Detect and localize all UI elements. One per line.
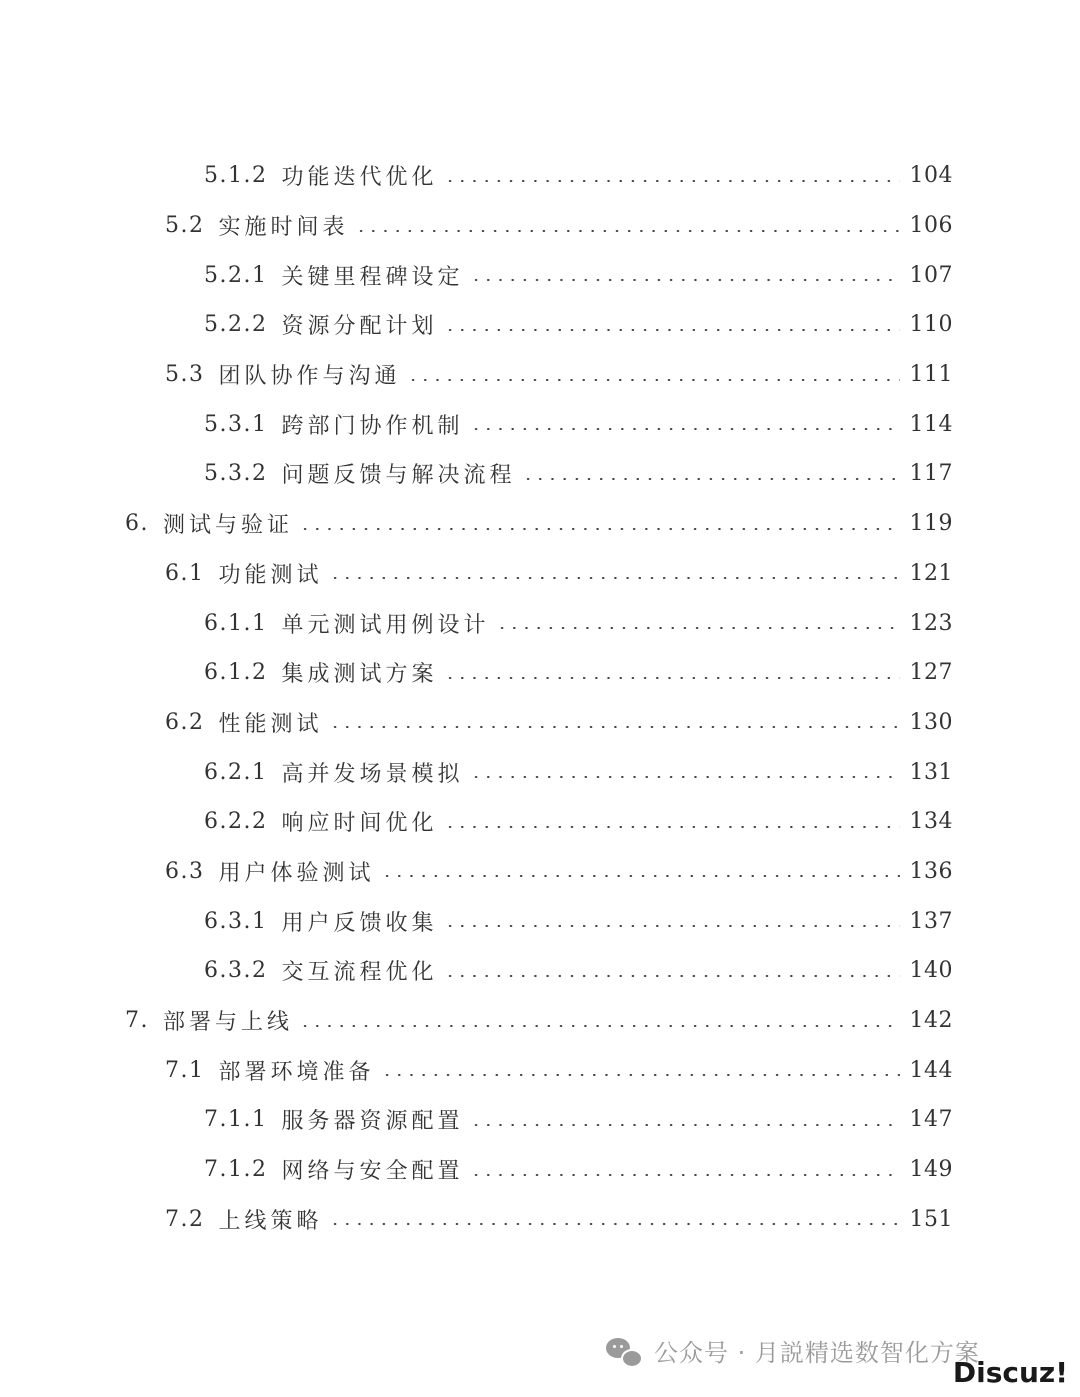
toc-entry-page: 119 (909, 511, 953, 537)
toc-entry-page: 131 (909, 759, 953, 785)
toc-entry-number: 6.2.2 (204, 809, 268, 835)
toc-dot-leader (522, 478, 900, 480)
toc-entry-page: 140 (909, 958, 953, 984)
toc-entry-number: 6.1.1 (204, 610, 268, 636)
toc-entry-number: 6.2.1 (204, 759, 268, 785)
toc-entry (0, 996, 1080, 1046)
toc-entry-number: 5.3.2 (204, 461, 268, 487)
toc-entry-page: 144 (909, 1057, 953, 1083)
toc-entry-title: 问题反馈与解决流程 (281, 463, 516, 489)
toc-entry-title: 跨部门协作机制 (281, 413, 464, 439)
toc-entry (0, 399, 1080, 449)
toc-entry-page: 137 (909, 908, 953, 934)
toc-entry-page: 149 (909, 1157, 953, 1183)
toc-entry-page: 104 (909, 163, 953, 189)
toc-entry-page: 117 (909, 461, 953, 487)
toc-entry-title: 用户反馈收集 (281, 910, 438, 936)
toc-entry-title: 网络与安全配置 (281, 1159, 464, 1185)
toc-entry (0, 300, 1080, 350)
toc-entry-page: 142 (909, 1008, 953, 1034)
toc-entry (0, 449, 1080, 499)
toc-entry (0, 549, 1080, 599)
toc-dot-leader (470, 1124, 900, 1126)
toc-entry (0, 1095, 1080, 1145)
toc-entry-page: 136 (909, 858, 953, 884)
wechat-watermark (606, 1333, 980, 1368)
toc-dot-leader (444, 329, 900, 331)
wechat-icon (606, 1336, 642, 1366)
discuz-logo: Discuz! (952, 1356, 1068, 1389)
toc-dot-leader (444, 975, 900, 977)
toc-dot-leader (299, 1025, 899, 1027)
toc-entry (0, 1194, 1080, 1244)
table-of-contents (0, 151, 1080, 1244)
toc-entry-title: 团队协作与沟通 (218, 364, 401, 390)
toc-dot-leader (407, 379, 900, 381)
toc-entry-title: 单元测试用例设计 (281, 612, 490, 638)
toc-dot-leader (444, 925, 900, 927)
toc-entry-title: 用户体验测试 (218, 860, 375, 886)
toc-dot-leader (329, 577, 900, 579)
toc-entry (0, 747, 1080, 797)
toc-dot-leader (444, 826, 900, 828)
toc-entry (0, 350, 1080, 400)
toc-entry-title: 部署环境准备 (218, 1059, 375, 1085)
toc-dot-leader (470, 428, 900, 430)
toc-entry-number: 5.2.2 (204, 312, 268, 338)
toc-entry-title: 功能测试 (218, 562, 323, 588)
toc-entry (0, 151, 1080, 201)
toc-entry-page: 147 (909, 1107, 953, 1133)
toc-entry-page: 107 (909, 262, 953, 288)
toc-entry (0, 648, 1080, 698)
toc-dot-leader (355, 230, 900, 232)
toc-entry-title: 部署与上线 (163, 1010, 294, 1036)
toc-entry-number: 5.2 (165, 213, 205, 239)
toc-entry-page: 114 (909, 411, 953, 437)
toc-entry-number: 7.1.2 (204, 1157, 268, 1183)
toc-entry-number: 6.3.2 (204, 958, 268, 984)
toc-dot-leader (470, 279, 900, 281)
toc-entry-title: 交互流程优化 (281, 960, 438, 986)
toc-entry-number: 6.3.1 (204, 908, 268, 934)
toc-dot-leader (381, 875, 900, 877)
toc-dot-leader (299, 528, 899, 530)
toc-entry (0, 499, 1080, 549)
toc-entry-number: 6.1 (165, 560, 205, 586)
toc-entry-title: 实施时间表 (218, 215, 349, 241)
toc-entry (0, 250, 1080, 300)
toc-dot-leader (496, 627, 900, 629)
toc-entry-number: 5.3.1 (204, 411, 268, 437)
toc-entry-title: 响应时间优化 (281, 811, 438, 837)
toc-entry-title: 服务器资源配置 (281, 1109, 464, 1135)
toc-entry-number: 6.3 (165, 858, 205, 884)
toc-entry (0, 946, 1080, 996)
toc-dot-leader (381, 1074, 900, 1076)
toc-dot-leader (470, 1174, 900, 1176)
toc-entry-title: 性能测试 (218, 711, 323, 737)
toc-entry-title: 测试与验证 (163, 513, 294, 539)
toc-dot-leader (444, 677, 900, 679)
toc-entry (0, 1145, 1080, 1195)
toc-entry-page: 134 (909, 809, 953, 835)
toc-entry-number: 5.2.1 (204, 262, 268, 288)
toc-entry-title: 关键里程碑设定 (281, 264, 464, 290)
toc-entry-number: 7. (125, 1008, 149, 1034)
toc-entry (0, 598, 1080, 648)
toc-dot-leader (329, 1223, 900, 1225)
toc-entry-page: 127 (909, 660, 953, 686)
toc-entry-title: 集成测试方案 (281, 662, 438, 688)
toc-entry (0, 1045, 1080, 1095)
watermark-text: 公众号 · 月説精选数智化方案 (654, 1339, 980, 1367)
toc-entry (0, 797, 1080, 847)
toc-entry-number: 7.1 (165, 1057, 205, 1083)
toc-entry-page: 130 (909, 709, 953, 735)
toc-entry (0, 201, 1080, 251)
toc-entry-page: 111 (909, 362, 953, 388)
toc-entry (0, 847, 1080, 897)
toc-entry-page: 106 (909, 213, 953, 239)
toc-entry-number: 7.2 (165, 1206, 205, 1232)
toc-entry-title: 资源分配计划 (281, 314, 438, 340)
toc-dot-leader (329, 726, 900, 728)
toc-entry-page: 110 (909, 312, 953, 338)
toc-entry (0, 698, 1080, 748)
toc-dot-leader (470, 776, 900, 778)
toc-entry-number: 5.1.2 (204, 163, 268, 189)
toc-entry-page: 151 (909, 1206, 953, 1232)
toc-entry-number: 6.1.2 (204, 660, 268, 686)
toc-entry-page: 123 (909, 610, 953, 636)
toc-entry-number: 5.3 (165, 362, 205, 388)
toc-entry-title: 上线策略 (218, 1208, 323, 1234)
toc-entry-number: 7.1.1 (204, 1107, 268, 1133)
toc-entry-title: 功能迭代优化 (281, 165, 438, 191)
toc-entry (0, 896, 1080, 946)
toc-entry-page: 121 (909, 560, 953, 586)
toc-entry-number: 6.2 (165, 709, 205, 735)
toc-dot-leader (444, 180, 900, 182)
toc-entry-title: 高并发场景模拟 (281, 761, 464, 787)
toc-entry-number: 6. (125, 511, 149, 537)
